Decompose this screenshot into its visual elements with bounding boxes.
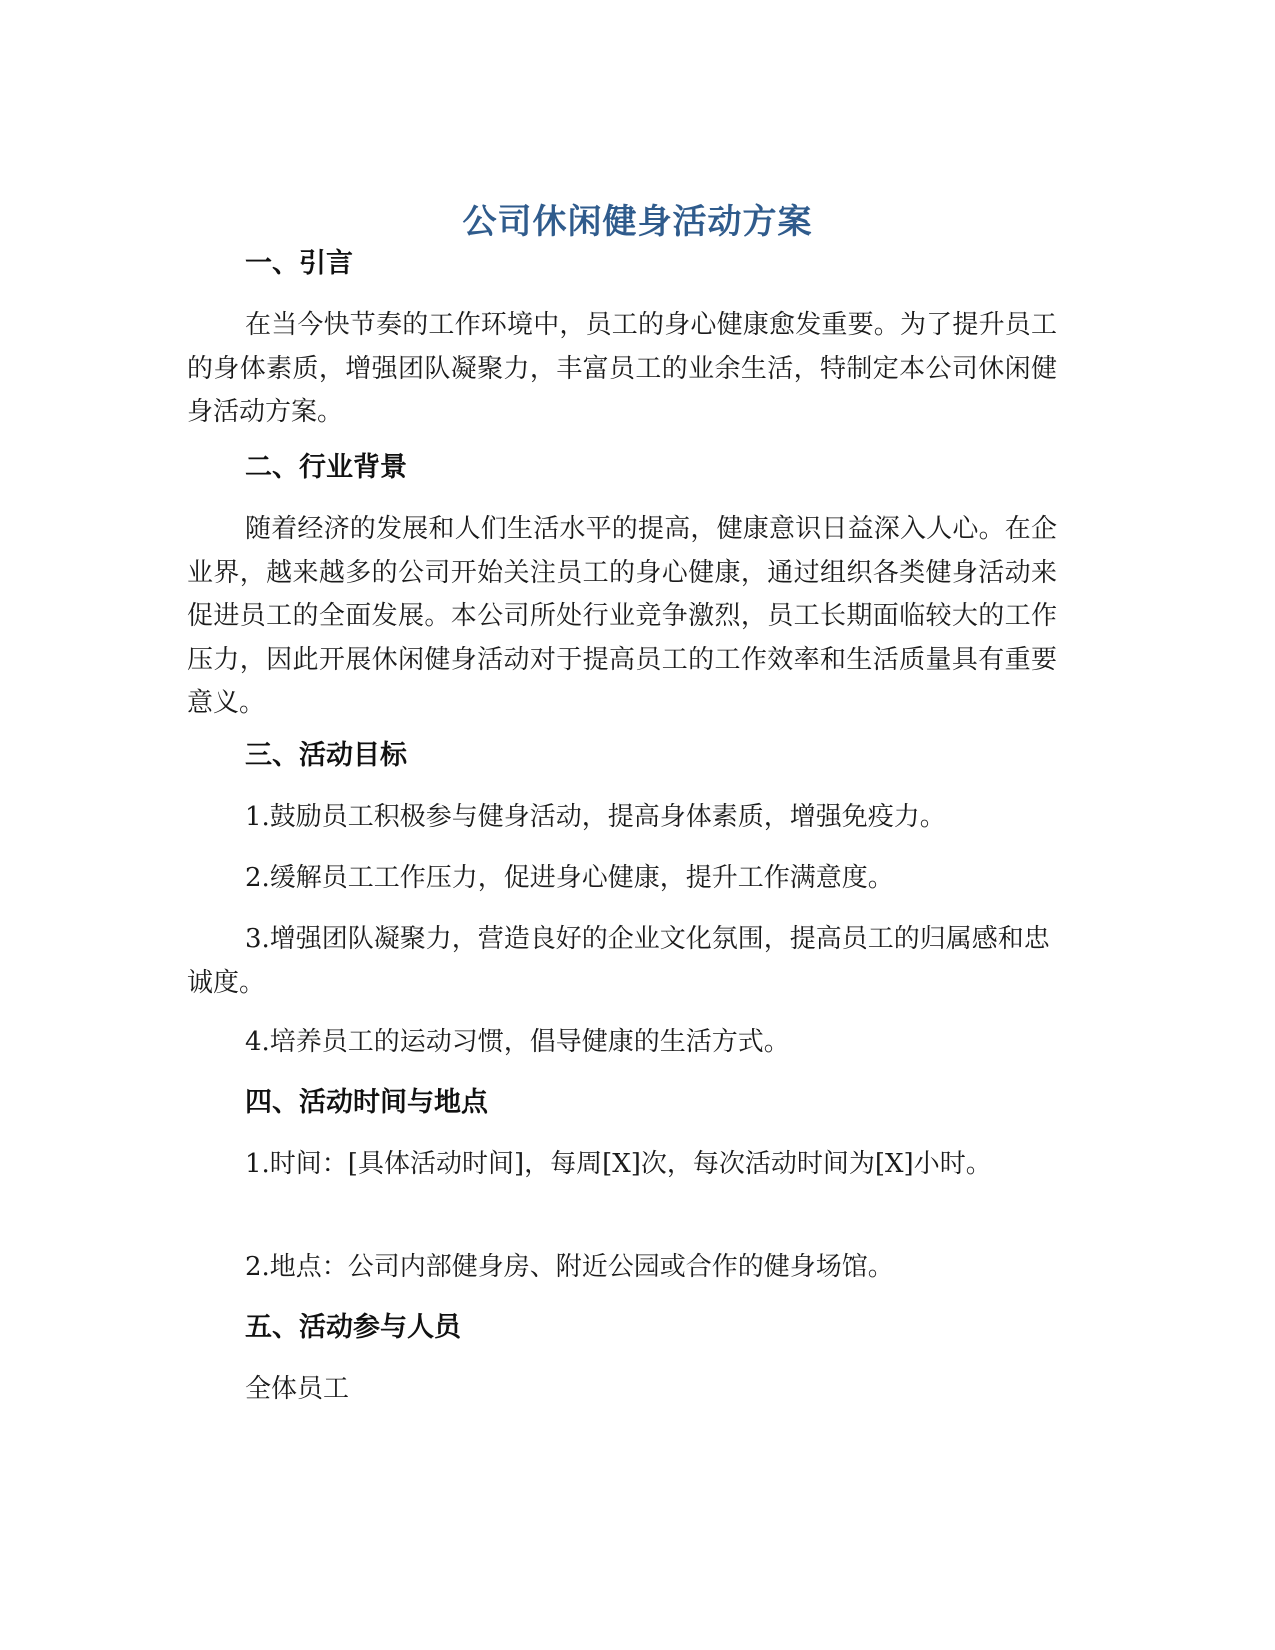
section-heading-industry-background: 二、行业背景 bbox=[245, 452, 407, 483]
list-item: 2.地点：公司内部健身房、附近公园或合作的健身场馆。 bbox=[245, 1252, 894, 1282]
section-paragraph: 全体员工 bbox=[245, 1374, 350, 1404]
list-item: 1.鼓励员工积极参与健身活动，提高身体素质，增强免疫力。 bbox=[245, 802, 946, 832]
list-item: 4.培养员工的运动习惯，倡导健康的生活方式。 bbox=[245, 1027, 790, 1057]
list-item: 3.增强团队凝聚力，营造良好的企业文化氛围，提高员工的归属感和忠诚度。 bbox=[187, 924, 1050, 998]
section-heading-participants: 五、活动参与人员 bbox=[245, 1312, 461, 1343]
list-item: 1.时间：[具体活动时间]，每周[X]次，每次活动时间为[X]小时。 bbox=[245, 1149, 992, 1179]
document-title: 公司休闲健身活动方案 bbox=[462, 202, 813, 242]
section-paragraph: 随着经济的发展和人们生活水平的提高，健康意识日益深入人心。在企业界，越来越多的公司开始关注员工的身心健康，通过组织各类健身活动来促进员工的全面发展。本公司所处行业竞争激烈，员工长期面临较大的工作压力，因此开展休闲健身活动对于提高员工的工作效率和生活质量具有重要意义。 bbox=[187, 514, 1057, 718]
section-heading-introduction: 一、引言 bbox=[245, 248, 353, 279]
section-heading-activity-goals: 三、活动目标 bbox=[245, 740, 407, 771]
section-heading-time-and-location: 四、活动时间与地点 bbox=[245, 1087, 488, 1118]
list-item: 2.缓解员工工作压力，促进身心健康，提升工作满意度。 bbox=[245, 863, 894, 893]
section-paragraph: 在当今快节奏的工作环境中，员工的身心健康愈发重要。为了提升员工的身体素质，增强团队凝聚力，丰富员工的业余生活，特制定本公司休闲健身活动方案。 bbox=[187, 310, 1057, 427]
